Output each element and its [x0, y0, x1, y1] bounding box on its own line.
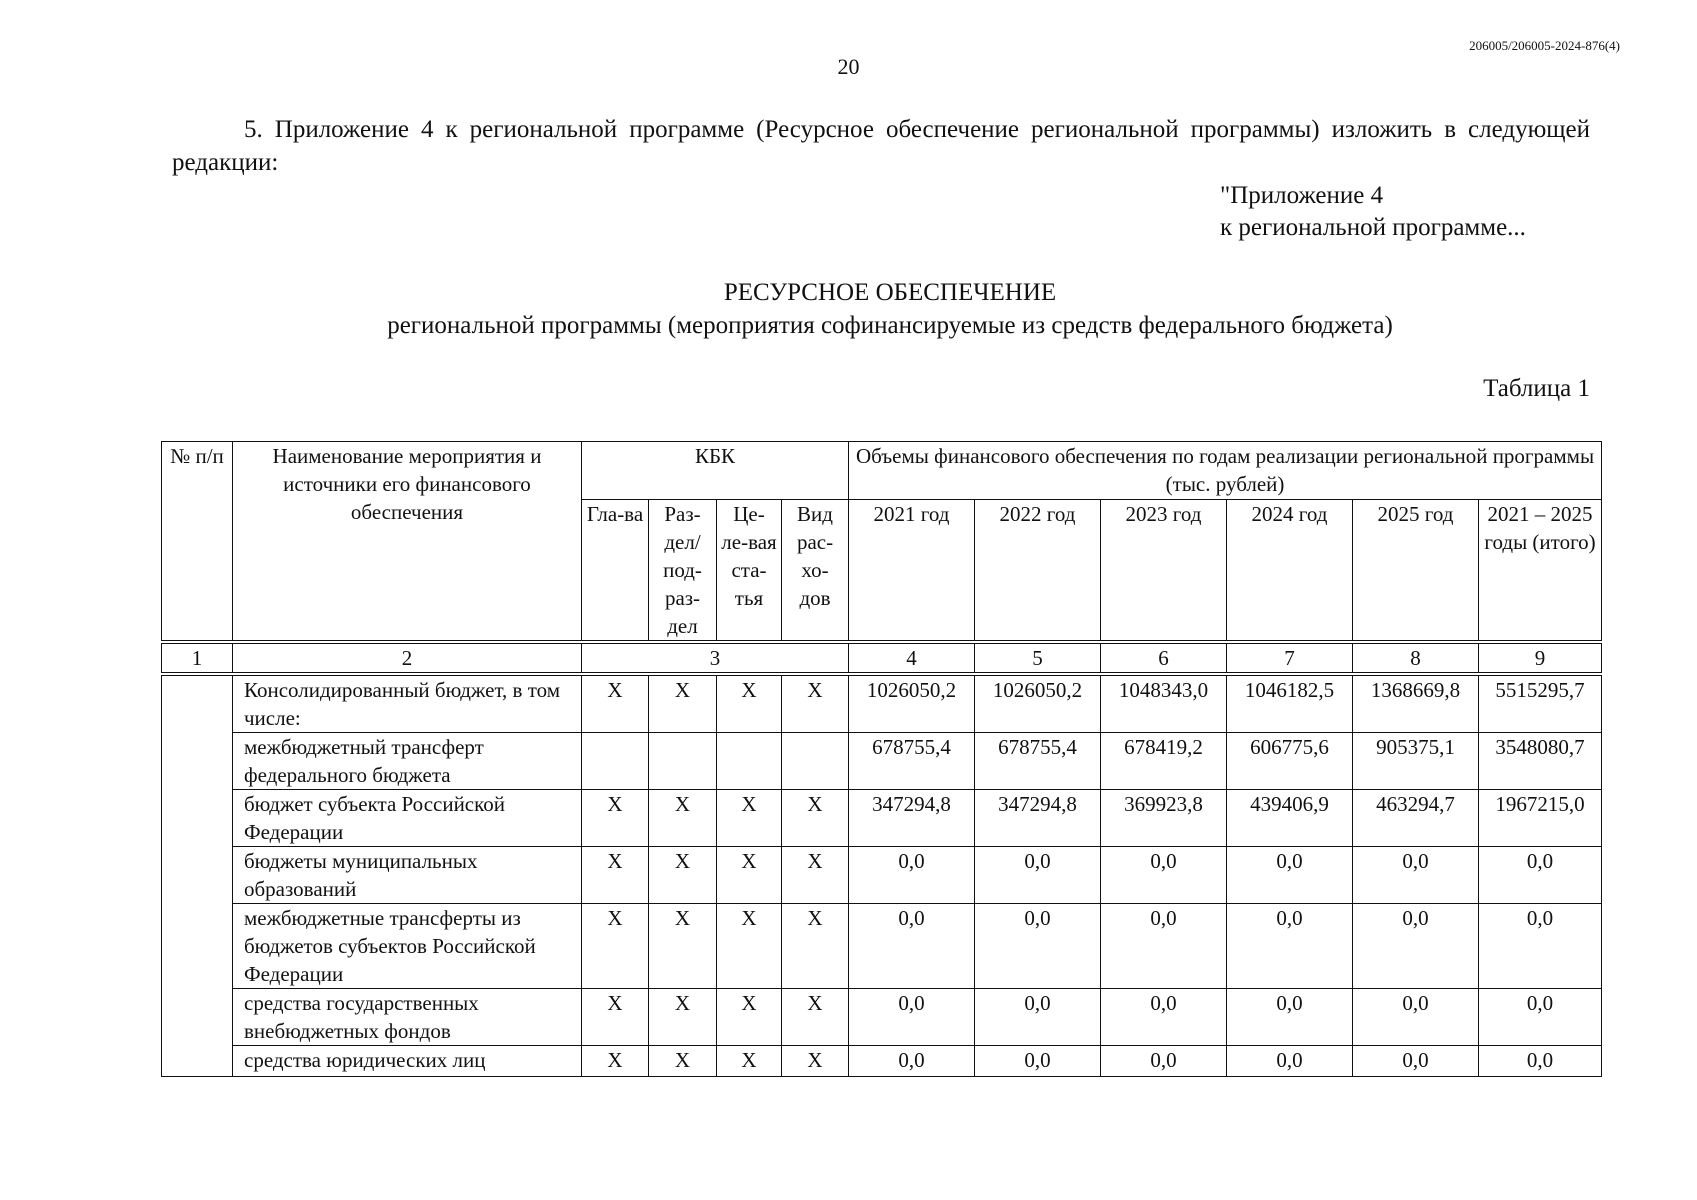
document-id: 206005/206005-2024-876(4): [1469, 38, 1620, 53]
value-cell: 347294,8: [975, 790, 1101, 847]
kbk-cell: Х: [582, 790, 649, 847]
header-volumes: Объемы финансового обеспечения по годам реализации региональной программы (тыс. рублей): [849, 442, 1602, 500]
kbk-cell: Х: [649, 1046, 717, 1077]
kbk-cell: Х: [582, 847, 649, 904]
header-year-2023: 2023 год: [1101, 500, 1227, 643]
value-cell: 0,0: [1353, 1046, 1479, 1077]
kbk-cell: Х: [649, 847, 717, 904]
value-cell: 0,0: [1479, 904, 1602, 989]
header-kbk-section: Раз-дел/ под-раз-дел: [649, 500, 717, 643]
intro-text: 5. Приложение 4 к региональной программе (Ресурсное обеспечение региональной программы) изложить в следующей редакции:: [172, 116, 1590, 176]
header-total: 2021 – 2025 годы (итого): [1479, 500, 1602, 643]
kbk-cell: [582, 733, 649, 790]
column-number: 8: [1353, 642, 1479, 674]
title-line-2: региональной программы (мероприятия софинансируемые из средств федерального бюджета): [387, 312, 1393, 339]
value-cell: 0,0: [975, 904, 1101, 989]
value-cell: 347294,8: [849, 790, 975, 847]
appendix-reference: [1220, 180, 1526, 244]
header-kbk-expense: Вид рас-хо-дов: [782, 500, 849, 643]
kbk-cell: Х: [717, 847, 782, 904]
header-year-2021: 2021 год: [849, 500, 975, 643]
value-cell: 0,0: [1101, 904, 1227, 989]
value-cell: 1046182,5: [1227, 674, 1353, 733]
value-cell: 1026050,2: [975, 674, 1101, 733]
row-name: бюджет субъекта Российской Федерации: [233, 790, 582, 847]
table-caption: Таблица 1: [1483, 375, 1590, 402]
kbk-cell: Х: [717, 989, 782, 1046]
header-year-2022: 2022 год: [975, 500, 1101, 643]
header-kbk-chapter: Гла-ва: [582, 500, 649, 643]
value-cell: 0,0: [1227, 847, 1353, 904]
value-cell: 678419,2: [1101, 733, 1227, 790]
table-row: [162, 674, 1602, 733]
value-cell: 0,0: [849, 904, 975, 989]
appendix-line-2: к региональной программе...: [1220, 214, 1526, 241]
kbk-cell: Х: [717, 904, 782, 989]
kbk-cell: [717, 733, 782, 790]
value-cell: 0,0: [849, 1046, 975, 1077]
value-cell: 439406,9: [1227, 790, 1353, 847]
header-number: № п/п: [162, 442, 233, 643]
value-cell: 1368669,8: [1353, 674, 1479, 733]
value-cell: 0,0: [1101, 989, 1227, 1046]
title-line-1: РЕСУРСНОЕ ОБЕСПЕЧЕНИЕ: [723, 279, 1057, 306]
value-cell: 905375,1: [1353, 733, 1479, 790]
value-cell: 5515295,7: [1479, 674, 1602, 733]
value-cell: 678755,4: [849, 733, 975, 790]
row-name: средства юридических лиц: [233, 1046, 582, 1077]
value-cell: 0,0: [1353, 847, 1479, 904]
row-name: бюджеты муниципальных образований: [233, 847, 582, 904]
value-cell: 1026050,2: [849, 674, 975, 733]
value-cell: 0,0: [1479, 989, 1602, 1046]
kbk-cell: Х: [782, 847, 849, 904]
kbk-cell: Х: [582, 904, 649, 989]
value-cell: 0,0: [975, 989, 1101, 1046]
table-body: [162, 442, 1602, 1077]
kbk-cell: Х: [717, 1046, 782, 1077]
value-cell: 0,0: [1101, 1046, 1227, 1077]
kbk-cell: Х: [717, 674, 782, 733]
value-cell: 0,0: [1227, 989, 1353, 1046]
row-number-cell: [162, 674, 233, 1077]
kbk-cell: Х: [717, 790, 782, 847]
kbk-cell: Х: [782, 904, 849, 989]
table-row: [162, 1046, 1602, 1077]
column-number: 7: [1227, 642, 1353, 674]
intro-paragraph: [172, 113, 1590, 179]
header-kbk-target: Це-ле-вая ста-тья: [717, 500, 782, 643]
value-cell: 606775,6: [1227, 733, 1353, 790]
table-row: [162, 989, 1602, 1046]
table-row: [162, 847, 1602, 904]
value-cell: 1048343,0: [1101, 674, 1227, 733]
value-cell: 678755,4: [975, 733, 1101, 790]
value-cell: 0,0: [1479, 1046, 1602, 1077]
table-row: [162, 733, 1602, 790]
row-name: межбюджетный трансферт федерального бюджета: [233, 733, 582, 790]
value-cell: 0,0: [975, 847, 1101, 904]
column-number: 1: [162, 642, 233, 674]
value-cell: 0,0: [1101, 847, 1227, 904]
value-cell: 0,0: [1479, 847, 1602, 904]
kbk-cell: Х: [782, 989, 849, 1046]
document-title: [0, 276, 1697, 342]
kbk-cell: [782, 733, 849, 790]
value-cell: 0,0: [1227, 1046, 1353, 1077]
kbk-cell: [649, 733, 717, 790]
column-numbers-row: [162, 642, 1602, 674]
table-row: [162, 790, 1602, 847]
kbk-cell: Х: [582, 1046, 649, 1077]
row-name: средства государственных внебюджетных фондов: [233, 989, 582, 1046]
kbk-cell: Х: [782, 674, 849, 733]
kbk-cell: Х: [582, 674, 649, 733]
value-cell: 463294,7: [1353, 790, 1479, 847]
value-cell: 0,0: [1353, 989, 1479, 1046]
value-cell: 0,0: [849, 847, 975, 904]
column-number: 6: [1101, 642, 1227, 674]
resource-table: [161, 441, 1602, 1077]
value-cell: 0,0: [1227, 904, 1353, 989]
page-number: 20: [837, 54, 860, 79]
kbk-cell: Х: [582, 989, 649, 1046]
row-name: межбюджетные трансферты из бюджетов субъектов Российской Федерации: [233, 904, 582, 989]
header-row: [162, 442, 1602, 500]
column-number: 9: [1479, 642, 1602, 674]
value-cell: 0,0: [849, 989, 975, 1046]
kbk-cell: Х: [649, 674, 717, 733]
column-number: 4: [849, 642, 975, 674]
header-year-2025: 2025 год: [1353, 500, 1479, 643]
value-cell: 369923,8: [1101, 790, 1227, 847]
header-kbk: КБК: [582, 442, 849, 500]
kbk-cell: Х: [649, 904, 717, 989]
row-name: Консолидированный бюджет, в том числе:: [233, 674, 582, 733]
kbk-cell: Х: [649, 989, 717, 1046]
appendix-line-1: "Приложение 4: [1220, 182, 1384, 209]
value-cell: 0,0: [975, 1046, 1101, 1077]
value-cell: 1967215,0: [1479, 790, 1602, 847]
column-number: 5: [975, 642, 1101, 674]
header-name: Наименование мероприятия и источники его финансового обеспечения: [233, 442, 582, 643]
column-number: 2: [233, 642, 582, 674]
kbk-cell: Х: [782, 790, 849, 847]
header-year-2024: 2024 год: [1227, 500, 1353, 643]
kbk-cell: Х: [649, 790, 717, 847]
table-row: [162, 904, 1602, 989]
value-cell: 3548080,7: [1479, 733, 1602, 790]
kbk-cell: Х: [782, 1046, 849, 1077]
value-cell: 0,0: [1353, 904, 1479, 989]
column-number: 3: [582, 642, 849, 674]
